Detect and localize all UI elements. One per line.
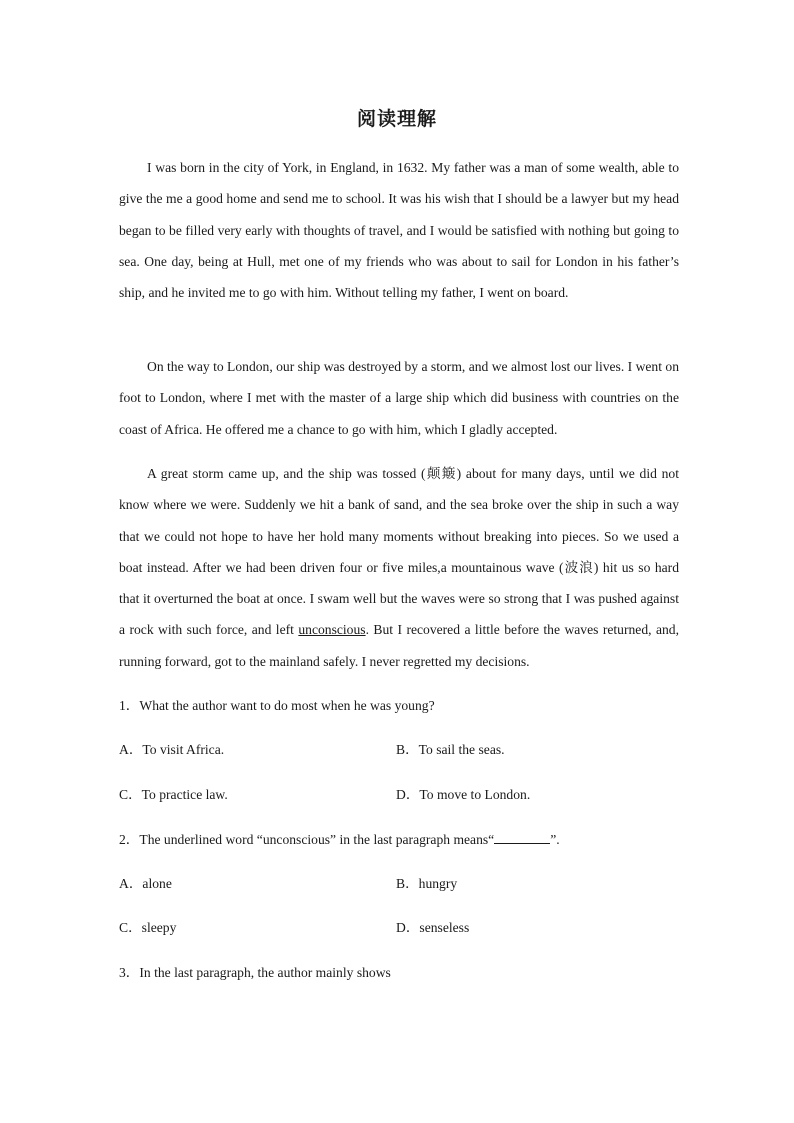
question-2-option-b: B．hungry (396, 876, 458, 891)
passage-paragraph-3 (119, 458, 679, 677)
question-3-stem: 3．In the last paragraph, the author mainly shows (119, 965, 391, 980)
question-2-option-a: A．alone (119, 876, 172, 891)
question-2-stem-after: ”. (550, 832, 560, 847)
passage-paragraph-1: I was born in the city of York, in England, in 1632. My father was a man of some wealth, able to give the me a good home and send me to school. It was his wish that I should be a lawyer but my head began to be filled very early with thoughts of travel, and I would be satisfied with nothing but going to sea. One day, being at Hull, met one of my friends who was about to sail for London in his father’s ship, and he invited me to go with him. Without telling my father, I went on board. (119, 160, 679, 301)
question-1-option-d: D．To move to London. (396, 787, 531, 802)
page-title: 阅读理解 (356, 108, 437, 130)
question-2-stem (119, 829, 675, 850)
question-2-stem-before: 2．The underlined word “unconscious” in the last paragraph means“ (119, 832, 495, 847)
paragraph-3-text-after: . But I recovered a little before the waves returned, and, running forward, got to the mainland safely. I never regretted my decisions. (119, 622, 679, 669)
question-1-option-c: C．To practice law. (119, 787, 228, 802)
question-2-option-c: C．sleepy (119, 920, 177, 935)
question-1-option-b: B．To sail the seas. (396, 742, 505, 757)
passage-paragraph-2: On the way to London, our ship was destroyed by a storm, and we almost lost our lives. I went on foot to London, where I met with the master of a large ship which did business with countries on the coast of Africa. He offered me a chance to go with him, which I gladly accepted. (119, 359, 679, 437)
question-1-stem: 1．What the author want to do most when he was young? (119, 698, 435, 713)
underlined-word: unconscious (298, 622, 366, 638)
question-2-option-d: D．senseless (396, 920, 470, 935)
question-1-option-a: A．To visit Africa. (119, 742, 225, 757)
paragraph-3-text-before: A great storm came up, and the ship was tossed (颠簸) about for many days, until we did not know where we were. Suddenly we hit a bank of sand, and the sea broke over the ship in such a way that we could not hope to have her hold many moments without breaking into pieces. So we used a boat instead. After we had been driven four or five miles,a mountainous wave (波浪) hit us so hard that it overturned the boat at once. I swam well but the waves were so strong that I was pushed against a rock with such force, and left (119, 466, 679, 638)
answer-blank (494, 829, 550, 844)
